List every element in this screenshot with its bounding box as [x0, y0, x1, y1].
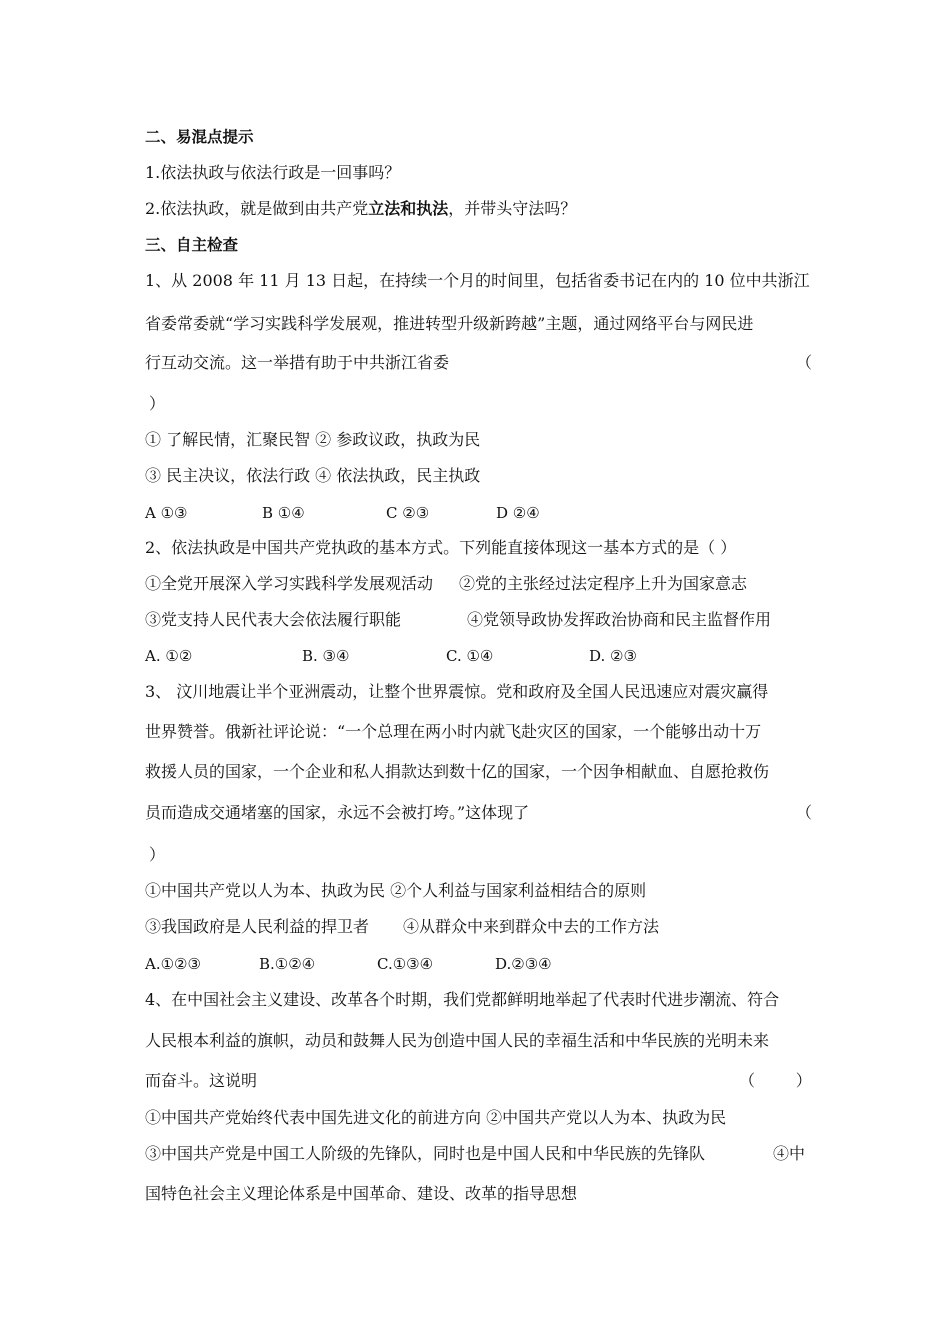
q2-stem: 2、依法执政是中国共产党执政的基本方式。下列能直接体现这一基本方式的是（ ）: [145, 538, 737, 557]
q1-choice-c: C ②③: [386, 504, 430, 522]
q1-stem-line-1: 1、从 2008 年 11 月 13 日起，在持续一个月的时间里，包括省委书记在内的 10 位中共浙江: [145, 271, 810, 290]
q1-stem-line-3: 行互动交流。这一举措有助于中共浙江省委: [145, 353, 450, 372]
q4-options-line-3: 国特色社会主义理论体系是中国革命、建设、改革的指导思想: [145, 1184, 578, 1203]
q1-choice-d: D ②④: [496, 504, 540, 522]
q1-stem-line-2: 省委常委就“学习实践科学发展观，推进转型升级新跨越”主题，通过网络平台与网民进: [145, 314, 754, 333]
q1-options-line-1: ① 了解民情，汇聚民智 ② 参政议政，执政为民: [145, 430, 481, 449]
confusion-question-2: [145, 199, 576, 219]
q3-stem-line-2: 世界赞誉。俄新社评论说：“一个总理在两小时内就飞赴灾区的国家，一个能够出动十万: [145, 722, 762, 741]
q3-answer-paren-close: ）: [149, 845, 166, 864]
q4-stem-line-1: 4、在中国社会主义建设、改革各个时期，我们党都鲜明地举起了代表时代进步潮流、符合: [145, 990, 780, 1009]
q3-choice-a: A.①②③: [145, 955, 201, 973]
q3-options-line-1: ①中国共产党以人为本、执政为民 ②个人利益与国家利益相结合的原则: [145, 881, 647, 900]
q2-option-1: ①全党开展深入学习实践科学发展观活动: [145, 574, 434, 593]
q4-stem-line-3: 而奋斗。这说明: [145, 1071, 258, 1090]
q2-choice-b: B. ③④: [302, 647, 350, 665]
q1-choice-b: B ①④: [262, 504, 305, 522]
q1-options-line-2: ③ 民主决议，依法行政 ④ 依法执政，民主执政: [145, 466, 481, 485]
q4-stem-line-2: 人民根本利益的旗帜，动员和鼓舞人民为创造中国人民的幸福生活和中华民族的光明未来: [145, 1031, 770, 1050]
q4-options-line-1: ①中国共产党始终代表中国先进文化的前进方向 ②中国共产党以人为本、执政为民: [145, 1108, 727, 1127]
confusion-q2-text: 2.依法执政，就是做到由共产党: [145, 199, 369, 218]
q3-option-3: ③我国政府是人民利益的捍卫者: [145, 917, 370, 936]
confusion-q2-tail: ，并带头守法吗？: [448, 199, 577, 218]
q1-choice-a: A ①③: [145, 504, 188, 522]
q4-option-4-start: ④中: [773, 1144, 806, 1163]
q2-option-3: ③党支持人民代表大会依法履行职能: [145, 610, 402, 629]
q2-choice-d: D. ②③: [589, 647, 637, 665]
q2-choice-c: C. ①④: [446, 647, 494, 665]
q3-answer-paren-open: （: [796, 803, 813, 822]
q3-stem-line-1: 3、 汶川地震让半个亚洲震动，让整个世界震惊。党和政府及全国人民迅速应对震灾赢得: [145, 682, 769, 701]
q2-option-4: ④党领导政协发挥政治协商和民主监督作用: [467, 610, 772, 629]
q4-options-line-2: ③中国共产党是中国工人阶级的先锋队，同时也是中国人民和中华民族的先锋队: [145, 1144, 706, 1163]
q3-choice-c: C.①③④: [377, 955, 434, 973]
q3-stem-line-3: 救援人员的国家，一个企业和私人捐款达到数十亿的国家，一个因争相献血、自愿抢救伤: [145, 762, 770, 781]
q3-stem-line-4: 员而造成交通堵塞的国家，永远不会被打垮。”这体现了: [145, 803, 530, 822]
q3-option-4: ④从群众中来到群众中去的工作方法: [403, 917, 660, 936]
q1-answer-paren-close: ）: [149, 394, 166, 413]
q3-choice-d: D.②③④: [495, 955, 552, 973]
q3-choice-b: B.①②④: [259, 955, 316, 973]
section-heading-self-check: 三、自主检查: [145, 236, 239, 254]
q4-answer-paren: （ ）: [739, 1071, 812, 1090]
q2-choice-a: A. ①②: [145, 647, 193, 665]
confusion-question-1: 1.依法执政与依法行政是一回事吗？: [145, 163, 401, 182]
section-heading-confusion: 二、易混点提示: [145, 128, 254, 146]
q2-option-2: ②党的主张经过法定程序上升为国家意志: [459, 574, 748, 593]
confusion-q2-emphasis: 立法和执法: [368, 199, 449, 218]
q1-answer-paren-open: （: [796, 353, 813, 372]
